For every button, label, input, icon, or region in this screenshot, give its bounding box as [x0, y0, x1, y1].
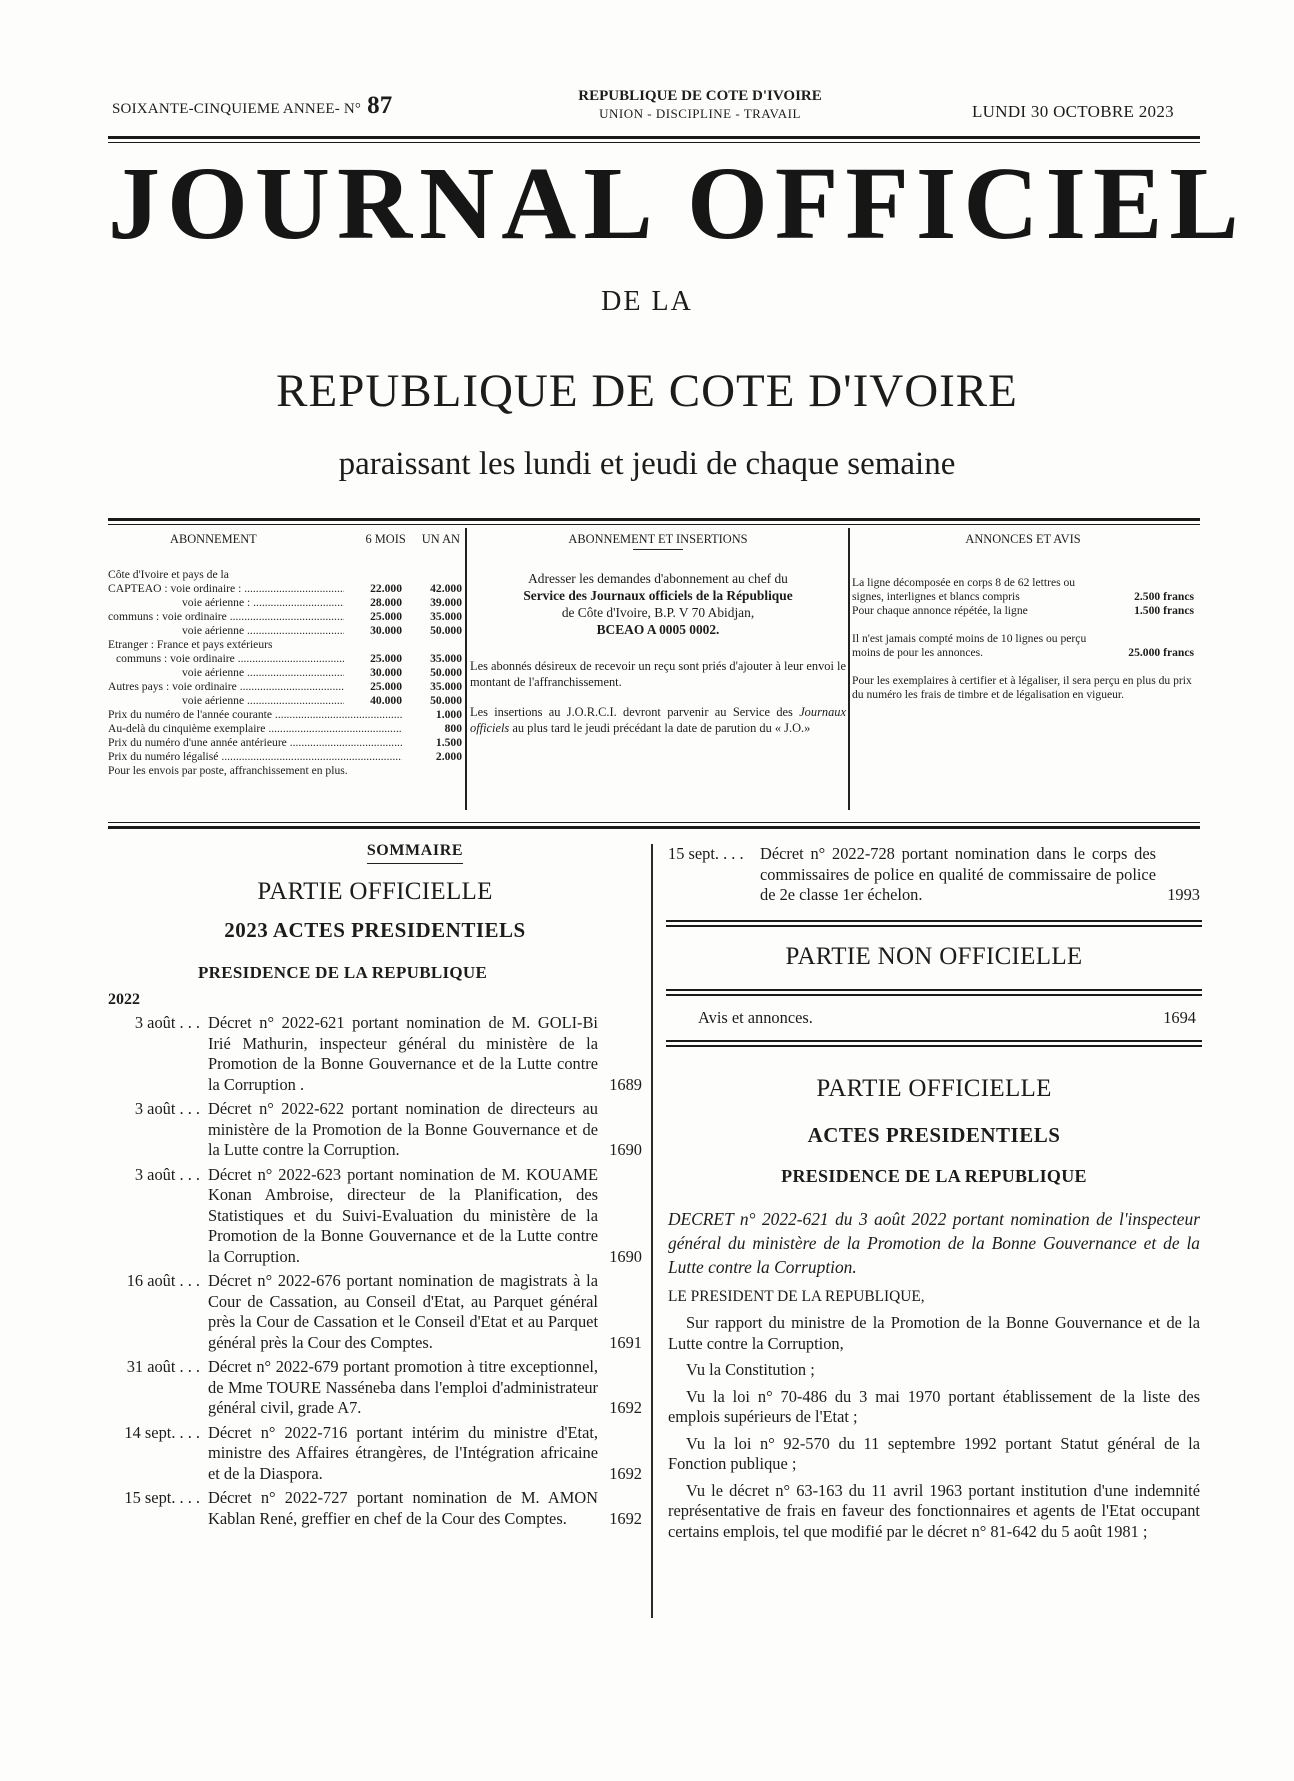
price-row: Prix du numéro de l'année courante ..... 1.000 — [108, 708, 462, 722]
announcements-rates — [852, 532, 1194, 810]
national-motto: UNION - DISCIPLINE - TRAVAIL — [599, 106, 801, 121]
avis-label: Avis et annonces. — [698, 1007, 813, 1027]
postage-note: Pour les envois par poste, affranchissement en plus. — [108, 764, 348, 777]
rate-row: CAPTEAO : voie ordinaire : ..... 22.000 42.000 — [108, 582, 462, 596]
partie-non-officielle-heading: PARTIE NON OFFICIELLE — [785, 942, 1083, 970]
republic-header — [520, 88, 880, 122]
partie-officielle-heading: PARTIE OFFICIELLE — [257, 878, 493, 905]
section-rule — [666, 989, 1202, 996]
rate-row: voie aérienne ..... 30.000 50.000 — [108, 624, 462, 638]
box-rule-bottom-thin — [108, 822, 1200, 823]
title-de-la: DE LA — [601, 286, 693, 317]
decret-paragraph: Vu la loi n° 92-570 du 11 septembre 1992 portant Statut général de la Fonction publique ; — [668, 1433, 1200, 1473]
avis-page: 1694 — [1163, 1007, 1196, 1027]
col-6-months: 6 MOIS — [365, 532, 406, 546]
box-rule-top-thin — [108, 524, 1200, 525]
box-rule-top — [108, 518, 1200, 521]
decret-paragraph: Sur rapport du ministre de la Promotion de la Bonne Gouvernance et de la Lutte contre la Corruption, — [668, 1313, 1200, 1353]
subscription-insertions — [470, 532, 846, 810]
header-rule-top — [108, 136, 1200, 139]
rate-row: communs : voie ordinaire ..... 25.000 35.000 — [108, 610, 462, 624]
journal-title: JOURNAL OFFICIEL — [108, 146, 1246, 261]
year-label: 2022 — [108, 991, 140, 1008]
box-rule-bottom — [108, 826, 1200, 829]
avis-entry[interactable] — [668, 996, 1200, 1040]
sommaire-entry[interactable]: 15 sept. . . . Décret n° 2022-727 portant nomination de M. AMON Kablan René, greffier en chef de la Cour des Comptes. 1692 — [124, 1488, 642, 1528]
partie-officielle-heading: PARTIE OFFICIELLE — [816, 1074, 1052, 1102]
le-president: LE PRESIDENT DE LA REPUBLIQUE, — [668, 1287, 925, 1305]
rate-row: voie aérienne : ..... 28.000 39.000 — [108, 596, 462, 610]
decret-title: DECRET n° 2022-621 du 3 août 2022 portant nomination de l'inspecteur général du ministère de la Promotion de la Bonne Gouvernance et de la Lutte contre la Corruption. — [668, 1208, 1200, 1277]
price-row: Prix du numéro d'une année antérieure ..... 1.500 — [108, 736, 462, 750]
sommaire-entry[interactable]: 16 août . . . Décret n° 2022-676 portant nomination de magistrats à la Cour de Cassation, au Conseil d'Etat, au Parquet général près la Cour de Cassation et le Conseil d'Etat et au Parquet général près la Cour des Comptes. 1691 — [126, 1271, 642, 1352]
edition-line — [112, 92, 392, 120]
region-foreign: Etranger : France et pays extérieurs — [108, 638, 273, 651]
sommaire-column — [108, 842, 642, 1529]
col-1-year: UN AN — [421, 532, 460, 546]
column-divider — [651, 844, 653, 1618]
sommaire-entry[interactable]: 3 août . . . Décret n° 2022-622 portant nomination de directeurs au ministère de la Promotion de la Bonne Gouvernance et de la Lutte contre la Corruption. 1690 — [134, 1099, 642, 1159]
rate-row: voie aérienne ..... 30.000 50.000 — [108, 666, 462, 680]
actes-presidentiels-heading: ACTES PRESIDENTIELS — [807, 1122, 1061, 1147]
rate-row: communs : voie ordinaire ..... 25.000 35.000 — [108, 652, 462, 666]
actes-presidentiels-heading: 2023 ACTES PRESIDENTIELS — [224, 918, 526, 942]
insertions-head — [470, 532, 846, 550]
section-rule — [666, 920, 1202, 927]
presidence-heading: PRESIDENCE DE LA REPUBLIQUE — [781, 1165, 1087, 1186]
decret-paragraph: Vu la loi n° 70-486 du 3 mai 1970 portant établissement de la liste des emplois supérieurs de l'Etat ; — [668, 1386, 1200, 1426]
header-rule-top-thin — [108, 142, 1200, 143]
announcements-heading: ANNONCES ET AVIS — [965, 532, 1081, 546]
price-row: Au-delà du cinquième exemplaire ..... 800 — [108, 722, 462, 736]
price-row: Prix du numéro légalisé ..... 2.000 — [108, 750, 462, 764]
region-local: Côte d'Ivoire et pays de la — [108, 568, 229, 581]
presidence-heading: PRESIDENCE DE LA REPUBLIQUE — [198, 963, 488, 982]
announcement-rate: Pour chaque annonce répétée, la ligne 1.500 francs — [852, 604, 1194, 617]
decret-paragraph: Vu la Constitution ; — [686, 1360, 815, 1379]
sommaire-heading: SOMMAIRE — [367, 842, 463, 864]
republic-name: REPUBLIQUE DE COTE D'IVOIRE — [578, 88, 822, 104]
subscription-heading: ABONNEMENT — [170, 532, 257, 546]
legalisation-note: Pour les exemplaires à certifier et à légaliser, il sera perçu en plus du prix du numéro les frais de timbre et de légalisation en vigueur. — [852, 674, 1192, 701]
sommaire-entry[interactable]: 15 sept. . . . Décret n° 2022-728 portant nomination dans le corps des commissaires de police en qualité de commissaire de police de 2e classe 1er échelon. 1993 — [668, 844, 1200, 904]
subscription-rates — [108, 532, 462, 810]
box-divider-1 — [465, 528, 467, 810]
edition-label: SOIXANTE-CINQUIEME ANNEE- N° — [112, 101, 362, 117]
edition-number: 87 — [367, 92, 393, 119]
title-country: REPUBLIQUE DE COTE D'IVOIRE — [276, 365, 1018, 417]
rate-row: voie aérienne ..... 40.000 50.000 — [108, 694, 462, 708]
section-rule — [666, 1040, 1202, 1047]
rate-row: Autres pays : voie ordinaire ..... 25.000 35.000 — [108, 680, 462, 694]
subscription-head — [108, 532, 462, 546]
right-column — [668, 844, 1200, 1542]
insertions-heading: ABONNEMENT ET INSERTIONS — [568, 532, 748, 546]
box-divider-2 — [848, 528, 850, 810]
insertions-address: Adresser les demandes d'abonnement au chef du Service des Journaux officiels de la République de Côte d'Ivoire, B.P. V 70 Abidjan, BCEAO A 0005 0002. — [523, 571, 793, 637]
sommaire-entry[interactable]: 3 août . . . Décret n° 2022-623 portant nomination de M. KOUAME Konan Ambroise, directeur de la Planification, des Statistiques et du Suivi-Evaluation du ministère de la Promotion de la Bonne Gouvernance et de la Lutte contre la Corruption. 1690 — [134, 1164, 642, 1266]
insertions-deadline: Les insertions au J.O.R.C.I. devront parvenir au Service des Journaux officiels au plus tard le jeudi précédant la date de parution du « J.O.» — [470, 705, 846, 735]
announcement-minimum: Il n'est jamais compté moins de 10 lignes ou perçu moins de pour les annonces. 25.000 francs — [852, 632, 1194, 659]
sommaire-entry[interactable]: 31 août . . . Décret n° 2022-679 portant promotion à titre exceptionnel, de Mme TOURE Nasséneba dans l'emploi d'administrateur général civil, grade A7. 1692 — [126, 1357, 642, 1417]
sommaire-entry[interactable]: 3 août . . . Décret n° 2022-621 portant nomination de M. GOLI-Bi Irié Mathurin, inspecteur général du ministère de la Promotion de la Bonne Gouvernance et de la Lutte contre la Corruption . 1689 — [134, 1013, 642, 1094]
sommaire-entry[interactable]: 14 sept. . . . Décret n° 2022-716 portant intérim du ministre d'Etat, ministre des Affaires étrangères, de l'Intégration africaine et de la Diaspora. 1692 — [124, 1422, 642, 1483]
announcement-rate: La ligne décomposée en corps 8 de 62 lettres ou signes, interlignes et blancs compris 2.500 francs — [852, 576, 1194, 603]
issue-date: LUNDI 30 OCTOBRE 2023 — [972, 102, 1174, 121]
publication-frequency: paraissant les lundi et jeudi de chaque semaine — [338, 446, 956, 482]
decret-paragraph: Vu le décret n° 63-163 du 11 avril 1963 portant institution d'une indemnité représentative de frais en faveur des fonctionnaires et agents de l'Etat occupant certains emplois, tel que modifié par le décret n° 81-642 du 5 août 1981 ; — [668, 1480, 1200, 1541]
receipt-note: Les abonnés désireux de recevoir un reçu sont priés d'ajouter à leur envoi le montant de l'affranchissement. — [470, 659, 846, 689]
